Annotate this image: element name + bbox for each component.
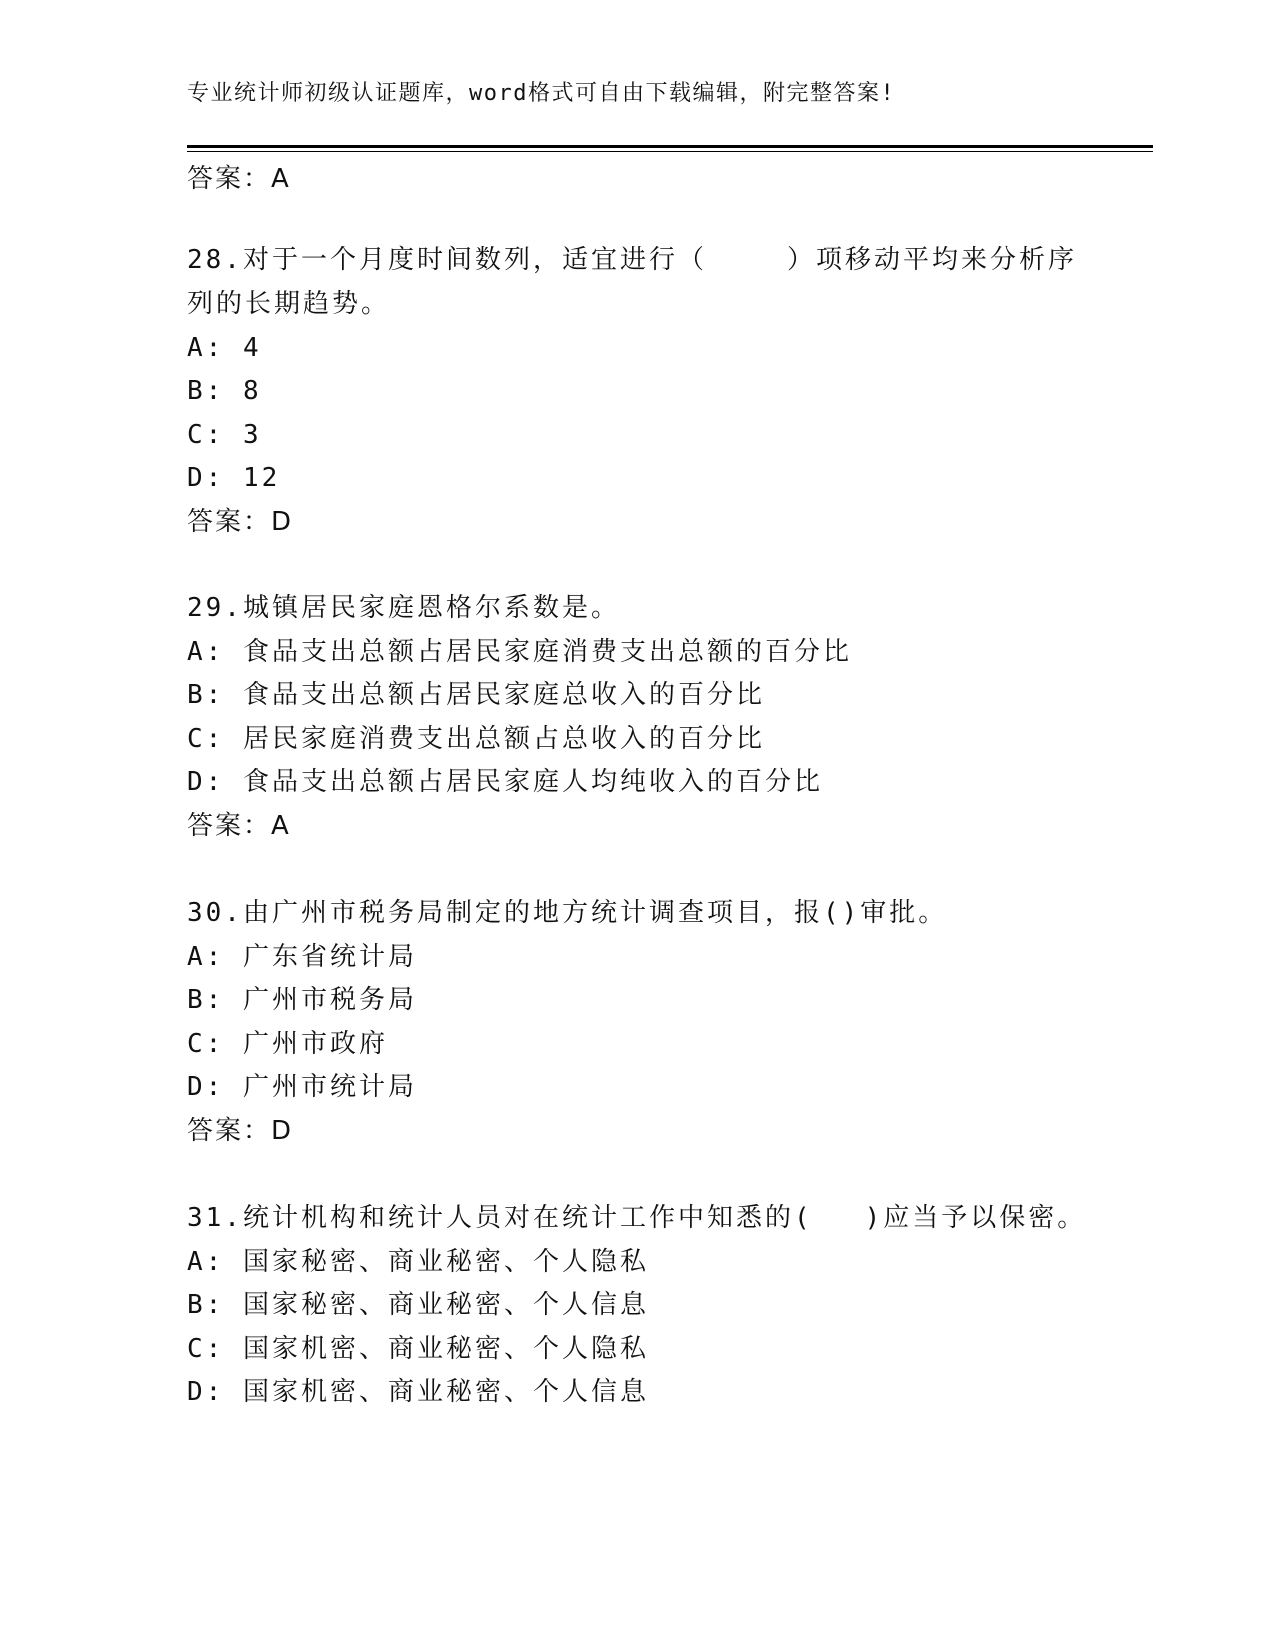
question-29-option-d: D: 食品支出总额占居民家庭人均纯收入的百分比: [187, 767, 823, 797]
question-31-line-1: 31.统计机构和统计人员对在统计工作中知悉的( )应当予以保密。: [187, 1203, 1087, 1233]
question-28-option-c: C: 3: [187, 420, 262, 450]
header-rule-thin: [187, 151, 1153, 152]
header-rule-thick: [187, 145, 1153, 148]
question-28-option-d: D: 12: [187, 463, 281, 493]
answer-29: 答案：A: [187, 811, 291, 841]
question-28-line-1: 28.对于一个月度时间数列，适宜进行（ ）项移动平均来分析序: [187, 245, 1077, 275]
question-31-option-a: A: 国家秘密、商业秘密、个人隐私: [187, 1247, 649, 1277]
document-header: 专业统计师初级认证题库，word格式可自由下载编辑，附完整答案!: [187, 81, 896, 106]
answer-27: 答案：A: [187, 164, 291, 194]
question-28-option-a: A: 4: [187, 333, 262, 363]
question-29-option-a: A: 食品支出总额占居民家庭消费支出总额的百分比: [187, 637, 852, 667]
question-29-line-1: 29.城镇居民家庭恩格尔系数是。: [187, 593, 620, 623]
question-30-line-1: 30.由广州市税务局制定的地方统计调查项目，报()审批。: [187, 898, 948, 928]
question-29-option-c: C: 居民家庭消费支出总额占总收入的百分比: [187, 724, 765, 754]
question-31-option-c: C: 国家机密、商业秘密、个人隐私: [187, 1334, 649, 1364]
question-31-option-b: B: 国家秘密、商业秘密、个人信息: [187, 1290, 649, 1320]
question-30-option-b: B: 广州市税务局: [187, 985, 417, 1015]
question-30-option-d: D: 广州市统计局: [187, 1072, 417, 1102]
question-28-line-2: 列的长期趋势。: [187, 289, 391, 319]
question-30-option-a: A: 广东省统计局: [187, 942, 417, 972]
question-31-option-d: D: 国家机密、商业秘密、个人信息: [187, 1377, 649, 1407]
answer-30: 答案：D: [187, 1116, 294, 1146]
question-30-option-c: C: 广州市政府: [187, 1029, 388, 1059]
answer-28: 答案：D: [187, 507, 294, 537]
question-29-option-b: B: 食品支出总额占居民家庭总收入的百分比: [187, 680, 765, 710]
question-28-option-b: B: 8: [187, 376, 262, 406]
